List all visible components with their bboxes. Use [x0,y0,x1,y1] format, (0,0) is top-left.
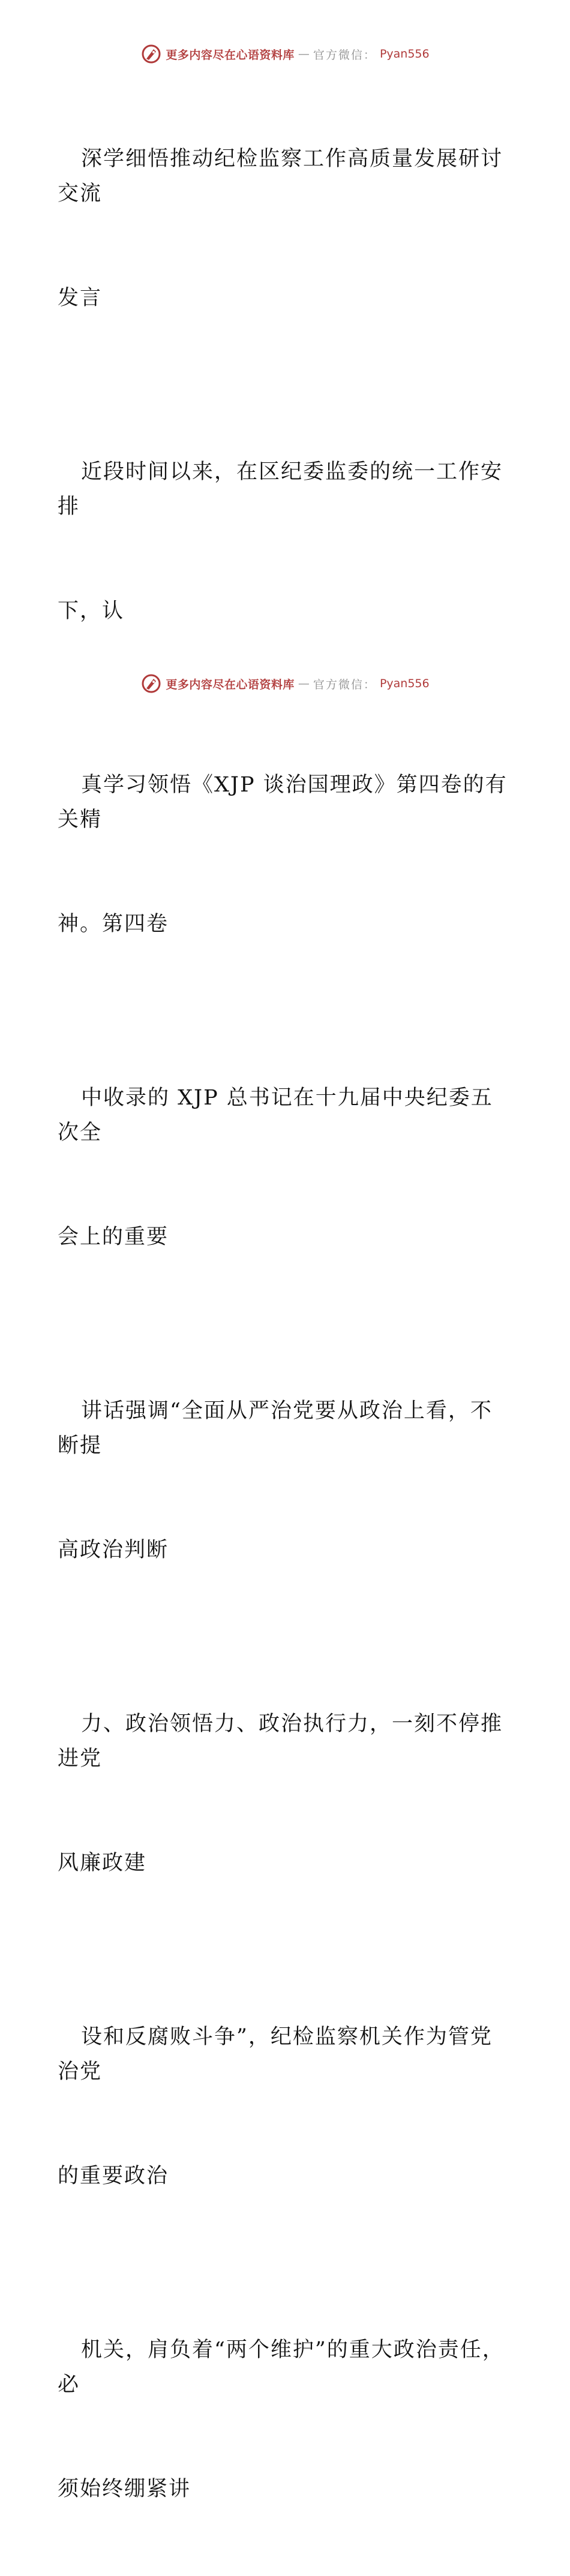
paragraph-line: 设和反腐败斗争”，纪检监察机关作为管党治党 [58,2025,493,2084]
paragraph-line-continued: 会上的重要 [58,1225,169,1249]
paragraph-line-continued: 高政治判断 [58,1538,169,1562]
paragraph-line-continued: 下，认 [58,599,125,623]
banner-separator: — [298,677,310,690]
paragraph [58,1950,514,2263]
paragraph-line-continued: 风廉政建 [58,1851,147,1875]
header-banner [0,42,570,66]
paragraph-line: 真学习领悟《XJP 谈治国理政》第四卷的有关精 [58,773,508,832]
paragraph-line-continued: 的重要政治 [58,2164,169,2188]
paragraph-line-continued: 发言 [58,286,103,310]
banner-wechat-label: 官方微信： [313,48,376,62]
paragraph [58,2263,514,2576]
pen-nib-logo-icon [140,43,162,65]
footer-banner [0,672,570,696]
banner-separator: — [298,47,310,61]
paragraph-line-continued: 神。第四卷 [58,912,169,936]
paragraph [58,1011,514,1324]
paragraph-line: 讲话强调“全面从严治党要从政治上看，不断提 [58,1399,493,1458]
paragraph-title [58,72,514,385]
paragraph [58,1637,514,1950]
paragraph-line: 力、政治领悟力、政治执行力，一刻不停推进党 [58,1712,503,1771]
banner-wechat-label: 官方微信： [313,678,376,691]
paragraph-line-continued: 须始终绷紧讲 [58,2477,191,2501]
banner-wechat-id: Pyan556 [379,677,430,690]
banner-text: 更多内容尽在心语资料库 [166,48,295,62]
paragraph-line: 深学细悟推动纪检监察工作高质量发展研讨交流 [58,147,503,206]
banner-wechat-id: Pyan556 [379,47,430,61]
paragraph-line: 近段时间以来，在区纪委监委的统一工作安排 [58,460,503,519]
paragraph-line: 中收录的 XJP 总书记在十九届中央纪委五次全 [58,1086,493,1145]
document-body [58,72,514,2576]
paragraph [58,1324,514,1637]
paragraph [58,698,514,1011]
banner-text: 更多内容尽在心语资料库 [166,678,295,691]
paragraph [58,385,514,698]
paragraph-line: 机关，肩负着“两个维护”的重大政治责任，必 [58,2338,505,2397]
pen-nib-logo-icon [140,673,162,694]
